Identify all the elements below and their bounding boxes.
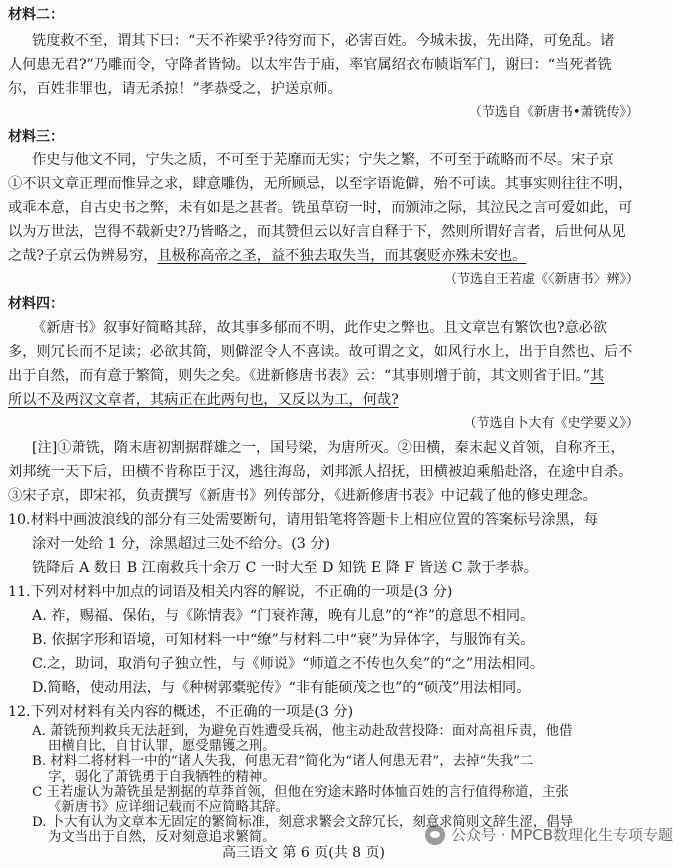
material-3-underlined-sentence: 且极称高帝之圣，益不独去取失当，而其褒贬亦殊未安也。: [157, 248, 527, 264]
question-10-stem: 涂对一处给 1 分，涂黑超过三处不给分。(3 分): [32, 536, 331, 552]
material-2-line: 铣度救不至，谓其下曰：“天不祚梁乎?待穷而下，必害百姓。今城未拔，先出降，可免乱。诸: [32, 33, 615, 49]
question-12-stem: 12.下列对材料有关内容的概述，不正确的一项是(3 分): [8, 704, 354, 720]
material-2-line: 人何患无君?”乃雕而令，守降者皆恸。以太牢告于庙，率官属绍衣布帻诣军门，谢曰：“当死者铣: [8, 57, 612, 73]
question-11-option-b: B. 依据字形和语境，可知材料一中“缭”与材料二中“衰”为异体字，与服饰有关。: [32, 632, 535, 648]
question-10-stem: 10.材料中画波浪线的部分有三处需要断句，请用铅笔将答题卡上相应位置的答案标号涂黑，每: [8, 512, 599, 528]
material-4-line: [8, 367, 604, 385]
question-11-option-c: C.之，助词，取消句子独立性，与《师说》“师道之不传也久矣”的“之”用法相同。: [32, 656, 545, 672]
page-footer: 高三语文 第 6 页(共 8 页): [222, 845, 385, 861]
question-11-stem: 11.下列对材料中加点的词语及相关内容的解说，不正确的一项是(3 分): [8, 584, 453, 600]
question-12-option-d: D. 卜大有认为文章本无固定的繁简标准，刻意求繁会文辞冗长，刻意求简则文辞生涩，倡导: [32, 815, 574, 831]
question-10-answer-options: 铣降后 A 数日 B 江南救兵十余万 C 一时大至 D 知铣 E 降 F 皆送 C 款于孝恭。: [32, 560, 538, 576]
material-4-underlined-sentence: 所以不及两汉文章者，其病正在此两句也，又反以为工，何哉?: [8, 392, 399, 408]
question-12-option-a: A. 萧铣预判救兵无法赶到，为避免百姓遭受兵祸，他主动赴敌营投降：面对高祖斥责，他借: [32, 724, 573, 739]
material-4-source: （节选自卜大有《史学要义》）: [463, 416, 639, 431]
question-12-option-b: B. 材料二将材料一中的“诸人失我，何患无君”简化为“诸人何患无君”，去掉“失我”二: [32, 754, 534, 770]
material-2-heading: 材料二：: [8, 7, 64, 23]
material-4-heading: 材料四：: [8, 296, 64, 312]
material-3-line: ①不识文章正理而惟异之求，肆意雕伪，无所顾忌，以至字语诡僻，殆不可读。其事实则往往不明，: [8, 176, 633, 192]
material-3-line: 作史与他文不同，宁失之质，不可至于芜靡而无实；宁失之繁，不可至于疏略而不尽。宋子京: [32, 152, 614, 168]
question-12-option-c: C 王若虚认为萧铣虽是割据的草莽首领，但他在穷途末路时体恤百姓的言行值得称道，主张: [32, 784, 569, 800]
material-4-underlined-start: 其: [590, 368, 605, 384]
watermark-text: 公众号 · MPCB数理化生专项专题: [451, 826, 673, 844]
material-3-line: 以为万世法，岂得不载新史?乃皆略之，而其赞但云以好言自释于下，然则所谓好言者，后世何从见: [8, 224, 626, 240]
question-12-option-d-cont: 为文当出于自然，反对刻意追求繁简。: [48, 830, 276, 846]
material-4-line: [8, 391, 399, 409]
note-line: [注]①萧铣，隋末唐初割据群雄之一，国号梁，为唐所灭。②田横，秦末起义首领，自称齐王，: [32, 440, 625, 456]
material-4-line: 《新唐书》叙事好简略其辞，故其事多郁而不明，此作史之弊也。且文章岂有繁饮也?意必欲: [32, 320, 608, 336]
material-3-line: 或乖本意，自古史书之弊，未有如是之甚者。铣虽草窃一时，而颁沛之际，其泣民之言可爱如此，可: [8, 200, 633, 216]
material-3-line: [8, 247, 526, 265]
question-11-option-a: A. 祚，赐福、保佑，与《陈情表》“门衰祚薄，晚有儿息”的“祚”的意思不相同。: [32, 608, 535, 624]
material-3-source: （节选自王若虚《〈新唐书〉辨》）: [443, 272, 639, 287]
note-line: 刘邦统一天下后，田横不肯称臣于汉，逃往海岛，刘邦派人招抚，田横被迫乘船赴洛，在途中自杀。: [8, 464, 633, 480]
question-12-option-c-cont: 《新唐书》应详细记载而不应简略其辞。: [48, 800, 290, 815]
material-3-heading: 材料三：: [8, 129, 64, 145]
question-12-option-a-cont: 田横自比，自甘认罪，愿受鼎镬之刑。: [48, 739, 276, 755]
question-12-option-b-cont: 字，弱化了萧铣勇于自我牺牲的精神。: [48, 769, 276, 785]
material-2-line: 尔，百姓非罪也，请无杀掠！”孝恭受之，护送京师。: [8, 81, 342, 97]
note-line: ③宋子京，即宋祁，负责撰写《新唐书》列传部分，《进新修唐书表》中记载了他的修史理念。: [8, 488, 597, 504]
material-3-text: 之哉?子京云伪辨易穷，: [8, 248, 158, 264]
material-4-text: 出于自然，而有意于繁简，则失之矣。《进新修唐书表》云：“其事则增于前，其文则省于旧。”: [8, 368, 590, 384]
question-11-option-d: D.简略，使动用法，与《种树郭橐驼传》“非有能硕茂之也”的“硕茂”用法相同。: [32, 680, 531, 696]
material-2-source: （节选自《新唐书•萧铣传》）: [468, 105, 639, 120]
material-4-line: 多，则冗长而不足读；必欲其简，则僻涩令人不喜读。故可谓之文，如风行水上，出于自然也、后不: [8, 344, 633, 360]
